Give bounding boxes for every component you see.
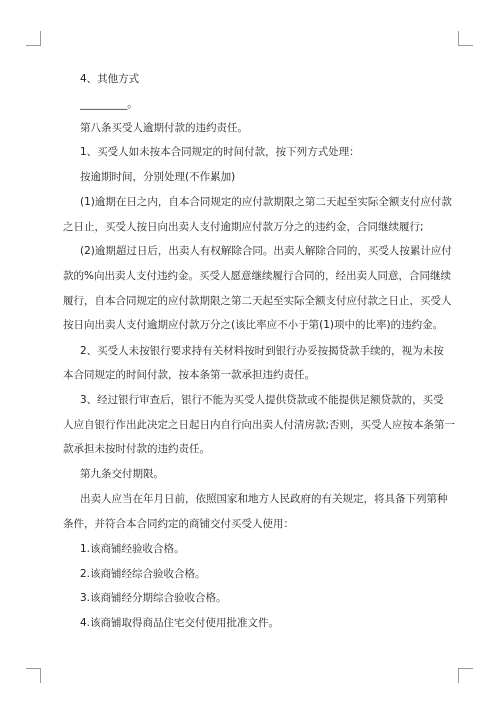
paragraph-line: _________。 bbox=[80, 98, 138, 110]
list-item: 2.该商铺经综合验收合格。 bbox=[80, 568, 206, 580]
paragraph-line: 履行，自本合同规定的应付款期限之第二天起至实际全额支付应付款之日止，买受人 bbox=[63, 295, 452, 307]
crop-mark-top-left bbox=[26, 31, 41, 46]
paragraph-line: 按日向出卖人支付逾期应付款万分之(该比率应不小于第(1)项中的比率)的违约金。 bbox=[63, 319, 444, 331]
paragraph-line: 之日止，买受人按日向出卖人支付逾期应付款万分之的违约金，合同继续履行; bbox=[63, 221, 424, 233]
paragraph-line: 款承担未按时付款的违约责任。 bbox=[63, 443, 210, 455]
list-item: 1.该商铺经验收合格。 bbox=[80, 543, 185, 555]
paragraph-line: (2)逾期超过日后，出卖人有权解除合同。出卖人解除合同的，买受人按累计应付 bbox=[80, 245, 452, 257]
paragraph-line: 1、买受人如未按本合同规定的时间付款，按下列方式处理： bbox=[80, 146, 360, 158]
paragraph-line: 3、经过银行审查后，银行不能为买受人提供贷款或不能提供足额贷款的，买受 bbox=[80, 394, 444, 406]
list-item: 3.该商铺经分期综合验收合格。 bbox=[80, 592, 227, 604]
crop-mark-bottom-right bbox=[458, 668, 473, 683]
paragraph-line: 出卖人应当在年月日前，依照国家和地方人民政府的有关规定，将具备下列第种 bbox=[80, 493, 448, 505]
paragraph-line: 本合同规定的时间付款，按本条第一款承担违约责任。 bbox=[63, 369, 315, 381]
article-heading: 第九条交付期限。 bbox=[80, 468, 164, 480]
crop-mark-top-right bbox=[458, 31, 473, 46]
paragraph-line: 款的%向出卖人支付违约金。买受人愿意继续履行合同的，经出卖人同意，合同继续 bbox=[63, 270, 451, 282]
paragraph-line: 条件，并符合本合同约定的商铺交付买受人使用： bbox=[63, 518, 294, 530]
paragraph-line: 2、买受人未按银行要求持有关材料按时到银行办妥按揭贷款手续的，视为未按 bbox=[80, 345, 444, 357]
paragraph-line: 人应自银行作出此决定之日起日内自行向出卖人付清房款;否则，买受人应按本条第一 bbox=[63, 419, 456, 431]
crop-mark-bottom-left bbox=[26, 668, 41, 683]
article-heading: 第八条买受人逾期付款的违约责任。 bbox=[80, 122, 248, 134]
paragraph-line: (1)逾期在日之内，自本合同规定的应付款期限之第二天起至实际全额支付应付款 bbox=[80, 196, 452, 208]
list-item: 4.该商铺取得商品住宅交付使用批准文件。 bbox=[80, 617, 280, 629]
paragraph-line: 4、其他方式 bbox=[80, 73, 140, 85]
paragraph-line: 按逾期时间，分别处理(不作累加) bbox=[80, 171, 236, 183]
